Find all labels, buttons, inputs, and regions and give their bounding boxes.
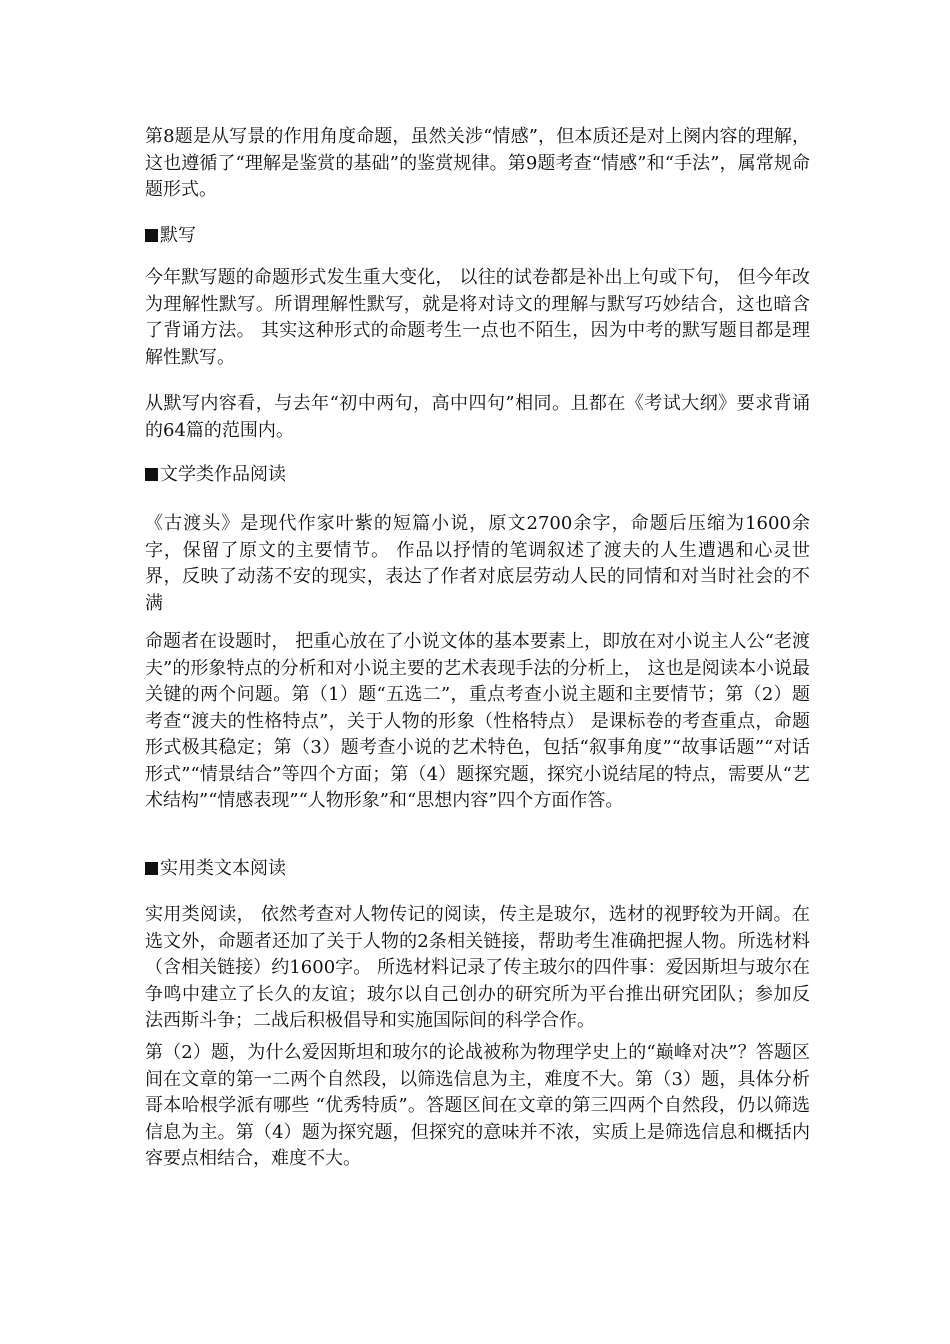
black-square-icon	[145, 468, 158, 481]
paragraph-practical-questions: 第（2）题，为什么爱因斯坦和玻尔的论战被称为物理学史上的“巅峰对决”？答题区间在文章的第一二两个自然段，以筛选信息为主，难度不大。第（3）题，具体分析哥本哈根学派有哪些 “优秀特质”。答题区间在文章的第三四两个自然段，仍以筛选信息为主。第（4）题为探究题，但探究的意味并不浓，实质上是筛选信息和概括内容要点相结合，难度不大。	[145, 1042, 810, 1169]
paragraph-novel-questions: 命题者在设题时， 把重心放在了小说文体的基本要素上，即放在对小说主人公“老渡夫”的形象特点的分析和对小说主要的艺术表现手法的分析上， 这也是阅读本小说最关键的两个问题。第（1）题“五选二”，重点考查小说主题和主要情节；第（2）题考查“渡夫的性格特点”，关于人物的形象（性格特点） 是课标卷的考查重点，命题形式极其稳定；第（3）题考查小说的艺术特色，包括“叙事角度”“故事话题”“对话形式”“情景结合”等四个方面；第（4）题探究题，探究小说结尾的特点，需要从“艺术结构”“情感表现”“人物形象”和“思想内容”四个方面作答。	[145, 631, 810, 811]
paragraph-bohr-biography: 实用类阅读， 依然考查对人物传记的阅读，传主是玻尔，选材的视野较为开阔。在选文外，命题者还加了关于人物的2条相关链接，帮助考生准确把握人物。所选材料（含相关链接）约1600字。 所选材料记录了传主玻尔的四件事：爱因斯坦与玻尔在争鸣中建立了长久的友谊；玻尔以自己创办的研究所为平台推出研究团队；参加反法西斯斗争；二战后积极倡导和实施国际间的科学合作。	[145, 904, 810, 1031]
section-heading-label: 实用类文本阅读	[160, 858, 286, 879]
black-square-icon	[145, 862, 158, 875]
section-heading-dictation	[145, 223, 196, 249]
section-heading-label: 默写	[160, 225, 196, 246]
paragraph-gudutou-intro: 《古渡头》是现代作家叶紫的短篇小说，原文2700余字，命题后压缩为1600余字，保留了原文的主要情节。 作品以抒情的笔调叙述了渡夫的人生遭遇和心灵世界，反映了动荡不安的现实，表达了作者对底层劳动人民的同情和对当时社会的不满	[145, 513, 810, 614]
paragraph-dictation-format: 今年默写题的命题形式发生重大变化， 以往的试卷都是补出上句或下句， 但今年改为理解性默写。所谓理解性默写，就是将对诗文的理解与默写巧妙结合，这也暗含了背诵方法。 其实这种形式的命题考生一点也不陌生，因为中考的默写题目都是理解性默写。	[145, 267, 810, 368]
black-square-icon	[145, 229, 158, 242]
section-heading-practical-reading	[145, 856, 286, 882]
paragraph-question-8-9: 第8题是从写景的作用角度命题，虽然关涉“情感”，但本质还是对上阕内容的理解， 这也遵循了“理解是鉴赏的基础”的鉴赏规律。第9题考查“情感”和“手法”，属常规命题形式。	[145, 126, 810, 200]
paragraph-dictation-content: 从默写内容看，与去年“初中两句，高中四句”相同。且都在《考试大纲》要求背诵的64篇的范围内。	[145, 393, 810, 441]
section-heading-label: 文学类作品阅读	[160, 464, 286, 485]
section-heading-literary-reading	[145, 462, 286, 488]
